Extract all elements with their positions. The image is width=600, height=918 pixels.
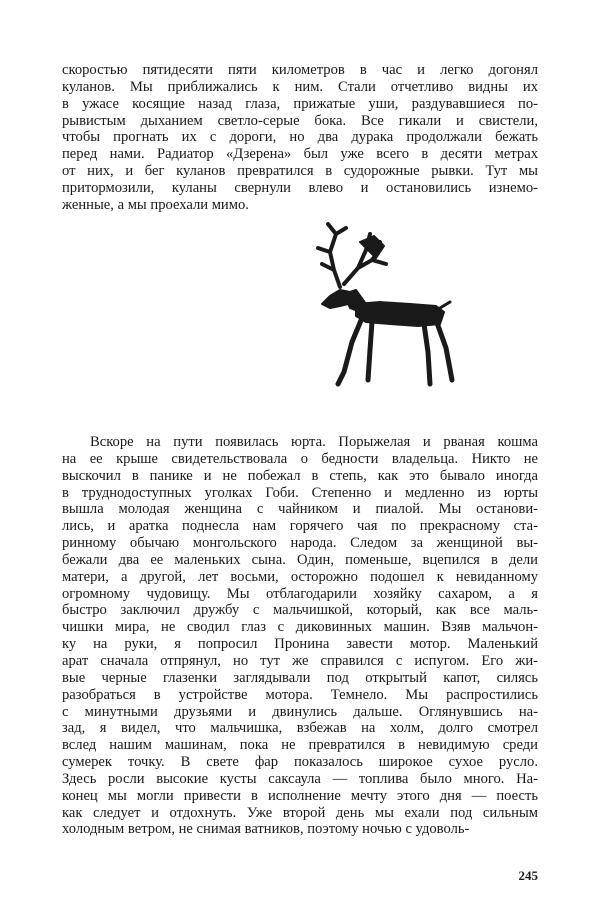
- text-line: холодным ветром, не снимая ватников, поэтому ночью с удоволь-: [62, 821, 470, 838]
- text-line: Вскоре на пути появилась юрта. Порыжелая и рваная кошма: [90, 434, 538, 450]
- text-line: бежали два ее маленьких сына. Один, поменьше, вцепился в дели: [62, 551, 538, 568]
- text-line: выскочил в панике и не побежал в степь, как это бывало иногда: [62, 467, 538, 484]
- text-line: скоростью пятидесяти пяти километров в час и легко догонял: [62, 62, 538, 78]
- paragraph-2: [62, 434, 538, 838]
- text-line: вслед нашим машинам, пока не превратился в невидимую среди: [62, 737, 538, 754]
- text-line: перед нами. Радиатор «Дзерена» был уже всего в десяти метрах: [62, 146, 538, 163]
- page-number: 245: [518, 868, 538, 883]
- text-line: в труднодоступных уголках Гоби. Степенно и медленно из юрты: [62, 484, 538, 501]
- text-line: рывистым дыханием светло-серые бока. Все гикали и свистели,: [62, 112, 538, 129]
- text-line: куланов. Мы приближались к ним. Стали отчетливо видны их: [62, 78, 538, 95]
- text-line: на ее крыше свидетельствовала о бедности владельца. Никто не: [62, 450, 538, 467]
- text-line: матери, а другой, лет восьми, осторожно подошел к невиданному: [62, 568, 538, 585]
- text-line: чишки мира, не сводил глаз с диковинных машин. Взяв мальчон-: [62, 619, 538, 636]
- text-line: Здесь росли высокие кусты саксаула — топлива было много. На-: [62, 770, 538, 787]
- text-line: чтобы прогнать их с дороги, но два дурака продолжали бежать: [62, 129, 538, 146]
- text-line: как следует и отдохнуть. Уже второй день мы ехали под сильным: [62, 804, 538, 821]
- text-line: вые черные глазенки заглядывали под открытый капот, силясь: [62, 669, 538, 686]
- paragraph-1: [62, 62, 538, 214]
- text-line: с минутными друзьями и двинулись дальше. Оглянувшись на-: [62, 703, 538, 720]
- text-line: огромному чудовищу. Мы отблагодарили хозяйку сахаром, а я: [62, 585, 538, 602]
- text-line: ку на руки, я попросил Пронина завести мотор. Маленький: [62, 636, 538, 653]
- text-line: от них, и бег куланов превратился в судорожные рывки. Тут мы: [62, 163, 538, 180]
- text-line: ринному обычаю монгольского народа. Следом за женщиной вы-: [62, 535, 538, 552]
- text-line: зад, я видел, что мальчишка, взбежав на холм, долго смотрел: [62, 720, 538, 737]
- text-line: быстро заключил дружбу с мальчишкой, который, как все маль-: [62, 602, 538, 619]
- text-line: конец мы могли привести в исполнение мечту этого дня — поесть: [62, 787, 538, 804]
- text-line: в ужасе косящие назад глаза, прижатые уши, раздувавшиеся по-: [62, 95, 538, 112]
- text-line: разобраться в устройстве мотора. Темнело. Мы распростились: [62, 686, 538, 703]
- text-line: лись, и аратка поднесла нам горячего чая по прекрасному ста-: [62, 518, 538, 535]
- text-line: вышла молодая женщина с чайником и пиалой. Мы останови-: [62, 501, 538, 518]
- text-line: женные, а мы проехали мимо.: [62, 196, 249, 213]
- text-line: притормозили, куланы свернули влево и остановились изнемо-: [62, 179, 538, 196]
- deer-petroglyph-illustration: [300, 212, 470, 392]
- text-line: арат сначала отпрянул, но тут же справился с испугом. Его жи-: [62, 652, 538, 669]
- text-line: сумерек точку. В свете фар показалось широкое сухое русло.: [62, 754, 538, 771]
